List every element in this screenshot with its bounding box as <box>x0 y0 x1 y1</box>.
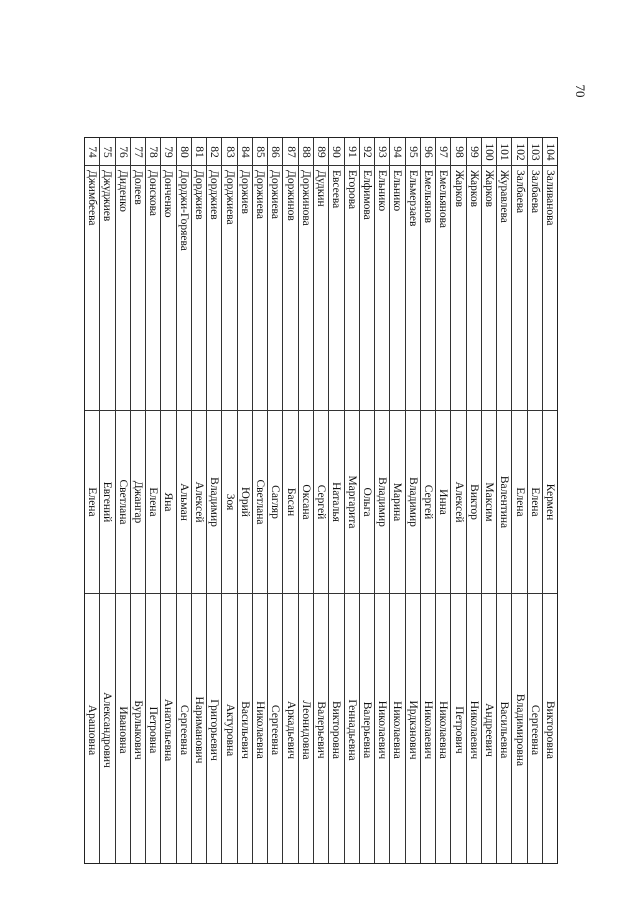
row-number: 79 <box>162 145 175 158</box>
first-name: Елена <box>528 487 541 517</box>
patronymic: Николаевна <box>254 700 267 759</box>
first-name-cell <box>345 410 359 593</box>
row-number: 91 <box>345 145 358 158</box>
patronymic: Аркадьевич <box>284 700 297 759</box>
first-name-cell <box>406 410 420 593</box>
first-name-cell <box>146 410 160 593</box>
row-number-cell <box>497 138 511 165</box>
patronymic-cell <box>512 593 526 865</box>
table-row <box>329 138 344 863</box>
first-name: Елена <box>513 487 526 517</box>
last-name-cell <box>100 165 114 410</box>
row-number: 92 <box>360 145 373 158</box>
patronymic-cell <box>482 593 496 865</box>
row-number-cell <box>375 138 389 165</box>
last-name-cell <box>467 165 481 410</box>
last-name-cell <box>528 165 542 410</box>
row-number-cell <box>177 138 191 165</box>
patronymic-cell <box>421 593 435 865</box>
patronymic: Николаевич <box>467 700 480 759</box>
names-table <box>84 137 558 864</box>
first-name: Елена <box>147 487 160 517</box>
first-name-cell <box>131 410 145 593</box>
row-number-cell <box>192 138 206 165</box>
first-name: Максим <box>483 482 496 522</box>
patronymic-cell <box>497 593 511 865</box>
last-name: Джуджиев <box>101 170 114 222</box>
first-name: Яна <box>162 492 175 512</box>
first-name-cell <box>222 410 236 593</box>
patronymic: Сергеевна <box>269 704 282 755</box>
last-name: Дудкин <box>315 170 328 207</box>
first-name: Басан <box>284 487 297 517</box>
last-name: Дорджиев <box>208 170 221 220</box>
last-name-cell <box>192 165 206 410</box>
table-row <box>192 138 207 863</box>
patronymic-cell <box>375 593 389 865</box>
patronymic-cell <box>222 593 236 865</box>
row-number-cell <box>314 138 328 165</box>
table-row <box>467 138 482 863</box>
patronymic-cell <box>100 593 114 865</box>
last-name-cell <box>161 165 175 410</box>
first-name: Владимир <box>406 477 419 527</box>
row-number: 103 <box>528 142 541 161</box>
first-name: Алексей <box>192 481 205 523</box>
last-name: Евсеева <box>330 170 343 209</box>
row-number-cell <box>543 138 557 165</box>
row-number: 90 <box>330 145 343 158</box>
last-name: Диденко <box>116 170 129 212</box>
table-row <box>436 138 451 863</box>
patronymic: Николаевна <box>391 700 404 759</box>
patronymic-cell <box>238 593 252 865</box>
table-row <box>85 138 100 863</box>
table-row <box>451 138 466 863</box>
first-name: Евгений <box>101 481 114 523</box>
last-name: Ельнико <box>391 170 404 212</box>
last-name: Ельнико <box>376 170 389 212</box>
patronymic: Петровна <box>147 706 160 753</box>
row-number-cell <box>116 138 130 165</box>
first-name-cell <box>543 410 557 593</box>
last-name-cell <box>482 165 496 410</box>
row-number-cell <box>268 138 282 165</box>
first-name: Владимир <box>208 477 221 527</box>
patronymic-cell <box>390 593 404 865</box>
last-name-cell <box>222 165 236 410</box>
first-name: Сергей <box>421 484 434 520</box>
table-row <box>283 138 298 863</box>
last-name-cell <box>406 165 420 410</box>
row-number-cell <box>299 138 313 165</box>
row-number: 97 <box>437 145 450 158</box>
last-name-cell <box>253 165 267 410</box>
last-name: Долеев <box>131 170 144 205</box>
row-number: 77 <box>131 145 144 158</box>
table-row <box>314 138 329 863</box>
row-number-cell <box>436 138 450 165</box>
patronymic-cell <box>177 593 191 865</box>
row-number-cell <box>390 138 404 165</box>
last-name-cell <box>360 165 374 410</box>
row-number: 85 <box>254 145 267 158</box>
last-name: Егорова <box>345 170 358 210</box>
patronymic: Викторовна <box>544 700 557 759</box>
first-name: Валентина <box>498 475 511 529</box>
first-name-cell <box>451 410 465 593</box>
patronymic-cell <box>314 593 328 865</box>
last-name-cell <box>375 165 389 410</box>
table-row <box>512 138 527 863</box>
first-name-cell <box>207 410 221 593</box>
patronymic-cell <box>543 593 557 865</box>
table-row <box>146 138 161 863</box>
row-number-cell <box>85 138 99 165</box>
last-name-cell <box>436 165 450 410</box>
row-number: 95 <box>406 145 419 158</box>
page-number: 70 <box>573 84 588 98</box>
patronymic: Сергеевна <box>528 704 541 755</box>
first-name-cell <box>482 410 496 593</box>
last-name: Емельянова <box>437 170 450 228</box>
last-name: Джимбеева <box>86 170 99 226</box>
last-name: Журавлева <box>498 170 511 223</box>
last-name-cell <box>543 165 557 410</box>
table-row <box>421 138 436 863</box>
first-name: Елена <box>86 487 99 517</box>
first-name-cell <box>299 410 313 593</box>
last-name-cell <box>268 165 282 410</box>
first-name-cell <box>314 410 328 593</box>
last-name: Залбаева <box>528 170 541 214</box>
first-name-cell <box>375 410 389 593</box>
last-name-cell <box>177 165 191 410</box>
table-row <box>482 138 497 863</box>
last-name-cell <box>329 165 343 410</box>
last-name: Донскова <box>147 170 160 216</box>
table-row <box>131 138 146 863</box>
last-name: Доржиев <box>238 170 251 214</box>
table-row <box>390 138 405 863</box>
first-name: Зоя <box>223 493 236 511</box>
last-name-cell <box>421 165 435 410</box>
first-name: Алексей <box>452 481 465 523</box>
row-number: 84 <box>238 145 251 158</box>
patronymic: Николаевич <box>421 700 434 759</box>
last-name-cell <box>131 165 145 410</box>
row-number: 82 <box>208 145 221 158</box>
patronymic: Николаевич <box>376 700 389 759</box>
patronymic: Александрович <box>101 691 114 768</box>
patronymic: Валерьевна <box>360 701 373 758</box>
patronymic: Викторовна <box>330 700 343 759</box>
first-name-cell <box>512 410 526 593</box>
row-number-cell <box>131 138 145 165</box>
patronymic: Ивановна <box>116 705 129 754</box>
first-name-cell <box>192 410 206 593</box>
first-name-cell <box>329 410 343 593</box>
last-name: Дорджиева <box>223 170 236 225</box>
table-row <box>100 138 115 863</box>
last-name-cell <box>238 165 252 410</box>
last-name-cell <box>146 165 160 410</box>
first-name: Альман <box>177 483 190 521</box>
patronymic-cell <box>161 593 175 865</box>
table-row <box>238 138 253 863</box>
table-row <box>497 138 512 863</box>
last-name: Дорджи-Горяева <box>177 170 190 251</box>
patronymic: Геннадьевна <box>345 698 358 761</box>
row-number: 101 <box>498 142 511 161</box>
row-number: 80 <box>177 145 190 158</box>
patronymic-cell <box>207 593 221 865</box>
row-number-cell <box>329 138 343 165</box>
first-name-cell <box>100 410 114 593</box>
patronymic: Владимировна <box>513 693 526 766</box>
first-name-cell <box>436 410 450 593</box>
patronymic: Анатольевна <box>162 698 175 761</box>
first-name-cell <box>390 410 404 593</box>
row-number-cell <box>222 138 236 165</box>
row-number: 75 <box>101 145 114 158</box>
patronymic: Николаевна <box>437 700 450 759</box>
row-number-cell <box>100 138 114 165</box>
first-name: Юрий <box>238 487 251 517</box>
patronymic: Арашовна <box>86 704 99 755</box>
row-number: 74 <box>86 145 99 158</box>
row-number-cell <box>238 138 252 165</box>
last-name-cell <box>390 165 404 410</box>
row-number-cell <box>451 138 465 165</box>
last-name: Дорджиев <box>192 170 205 220</box>
first-name-cell <box>360 410 374 593</box>
table-row <box>375 138 390 863</box>
first-name-cell <box>283 410 297 593</box>
first-name: Инна <box>437 489 450 515</box>
first-name: Светлана <box>254 479 267 525</box>
row-number: 93 <box>376 145 389 158</box>
last-name: Елфимова <box>360 170 373 220</box>
patronymic-cell <box>406 593 420 865</box>
patronymic-cell <box>467 593 481 865</box>
patronymic-cell <box>299 593 313 865</box>
last-name: Доржиева <box>269 170 282 219</box>
last-name: Жарков <box>467 170 480 208</box>
patronymic-cell <box>85 593 99 865</box>
first-name: Марина <box>391 482 404 522</box>
patronymic-cell <box>116 593 130 865</box>
last-name-cell <box>283 165 297 410</box>
row-number: 83 <box>223 145 236 158</box>
table-row <box>116 138 131 863</box>
last-name-cell <box>497 165 511 410</box>
row-number: 87 <box>284 145 297 158</box>
table-row <box>406 138 421 863</box>
first-name: Кермен <box>544 483 557 521</box>
last-name-cell <box>85 165 99 410</box>
patronymic-cell <box>528 593 542 865</box>
patronymic-cell <box>451 593 465 865</box>
row-number-cell <box>161 138 175 165</box>
table-row <box>345 138 360 863</box>
row-number: 88 <box>299 145 312 158</box>
last-name-cell <box>314 165 328 410</box>
row-number: 78 <box>147 145 160 158</box>
row-number: 104 <box>544 142 557 161</box>
last-name-cell <box>451 165 465 410</box>
last-name: Заливанова <box>544 170 557 226</box>
patronymic: Григорьевич <box>208 698 221 761</box>
first-name-cell <box>253 410 267 593</box>
table-row <box>360 138 375 863</box>
patronymic: Сергеевна <box>177 704 190 755</box>
last-name-cell <box>207 165 221 410</box>
row-number-cell <box>345 138 359 165</box>
first-name-cell <box>528 410 542 593</box>
patronymic: Леонидовна <box>299 699 312 760</box>
row-number-cell <box>482 138 496 165</box>
row-number: 102 <box>513 142 526 161</box>
first-name-cell <box>177 410 191 593</box>
patronymic: Андреевич <box>483 702 496 757</box>
row-number: 81 <box>192 145 205 158</box>
row-number-cell <box>360 138 374 165</box>
first-name: Наталья <box>330 482 343 522</box>
last-name: Жарков <box>483 170 496 208</box>
table-row <box>207 138 222 863</box>
last-name: Залбаева <box>513 170 526 214</box>
table-row <box>177 138 192 863</box>
row-number: 100 <box>483 142 496 161</box>
table-row <box>299 138 314 863</box>
row-number-cell <box>146 138 160 165</box>
patronymic-cell <box>283 593 297 865</box>
row-number: 89 <box>315 145 328 158</box>
last-name: Доржиева <box>254 170 267 219</box>
row-number-cell <box>421 138 435 165</box>
last-name: Ельмерзаев <box>406 170 419 227</box>
row-number-cell <box>283 138 297 165</box>
last-name: Емельянов <box>421 170 434 224</box>
patronymic-cell <box>268 593 282 865</box>
last-name-cell <box>512 165 526 410</box>
last-name-cell <box>345 165 359 410</box>
patronymic-cell <box>345 593 359 865</box>
last-name-cell <box>299 165 313 410</box>
last-name-cell <box>116 165 130 410</box>
first-name-cell <box>238 410 252 593</box>
table-row <box>253 138 268 863</box>
first-name: Светлана <box>116 479 129 525</box>
last-name: Жарков <box>452 170 465 208</box>
table-row <box>543 138 557 863</box>
row-number: 96 <box>421 145 434 158</box>
row-number-cell <box>406 138 420 165</box>
patronymic: Васильевна <box>498 701 511 758</box>
first-name-cell <box>116 410 130 593</box>
row-number-cell <box>207 138 221 165</box>
row-number-cell <box>528 138 542 165</box>
table-row <box>222 138 237 863</box>
first-name-cell <box>161 410 175 593</box>
first-name-cell <box>268 410 282 593</box>
first-name: Сергей <box>315 484 328 520</box>
first-name: Оксана <box>299 484 312 520</box>
patronymic: Петрович <box>452 705 465 754</box>
row-number: 94 <box>391 145 404 158</box>
first-name: Джангар <box>131 480 144 524</box>
row-number-cell <box>467 138 481 165</box>
patronymic: Ирдкзнович <box>406 699 419 760</box>
first-name-cell <box>421 410 435 593</box>
table-row <box>528 138 543 863</box>
first-name-cell <box>497 410 511 593</box>
patronymic: Актуровна <box>223 703 236 756</box>
first-name: Маргарита <box>345 475 358 529</box>
first-name-cell <box>85 410 99 593</box>
patronymic-cell <box>329 593 343 865</box>
patronymic: Васильевич <box>238 700 251 759</box>
patronymic-cell <box>131 593 145 865</box>
first-name-cell <box>467 410 481 593</box>
patronymic: Валерьевич <box>315 700 328 759</box>
last-name: Доржинова <box>299 170 312 226</box>
patronymic: Нариманович <box>192 696 205 763</box>
patronymic-cell <box>192 593 206 865</box>
row-number: 98 <box>452 145 465 158</box>
row-number: 76 <box>116 145 129 158</box>
first-name: Владимир <box>376 477 389 527</box>
table-row <box>268 138 283 863</box>
row-number-cell <box>253 138 267 165</box>
row-number: 86 <box>269 145 282 158</box>
patronymic-cell <box>146 593 160 865</box>
table-row <box>161 138 176 863</box>
last-name: Доржинов <box>284 170 297 221</box>
last-name: Донченко <box>162 170 175 218</box>
patronymic: Бурлыкович <box>131 699 144 760</box>
patronymic-cell <box>360 593 374 865</box>
first-name: Ольга <box>360 487 373 517</box>
row-number: 99 <box>467 145 480 158</box>
patronymic-cell <box>253 593 267 865</box>
first-name: Виктор <box>467 484 480 520</box>
patronymic-cell <box>436 593 450 865</box>
row-number-cell <box>512 138 526 165</box>
first-name: Сагляр <box>269 485 282 519</box>
